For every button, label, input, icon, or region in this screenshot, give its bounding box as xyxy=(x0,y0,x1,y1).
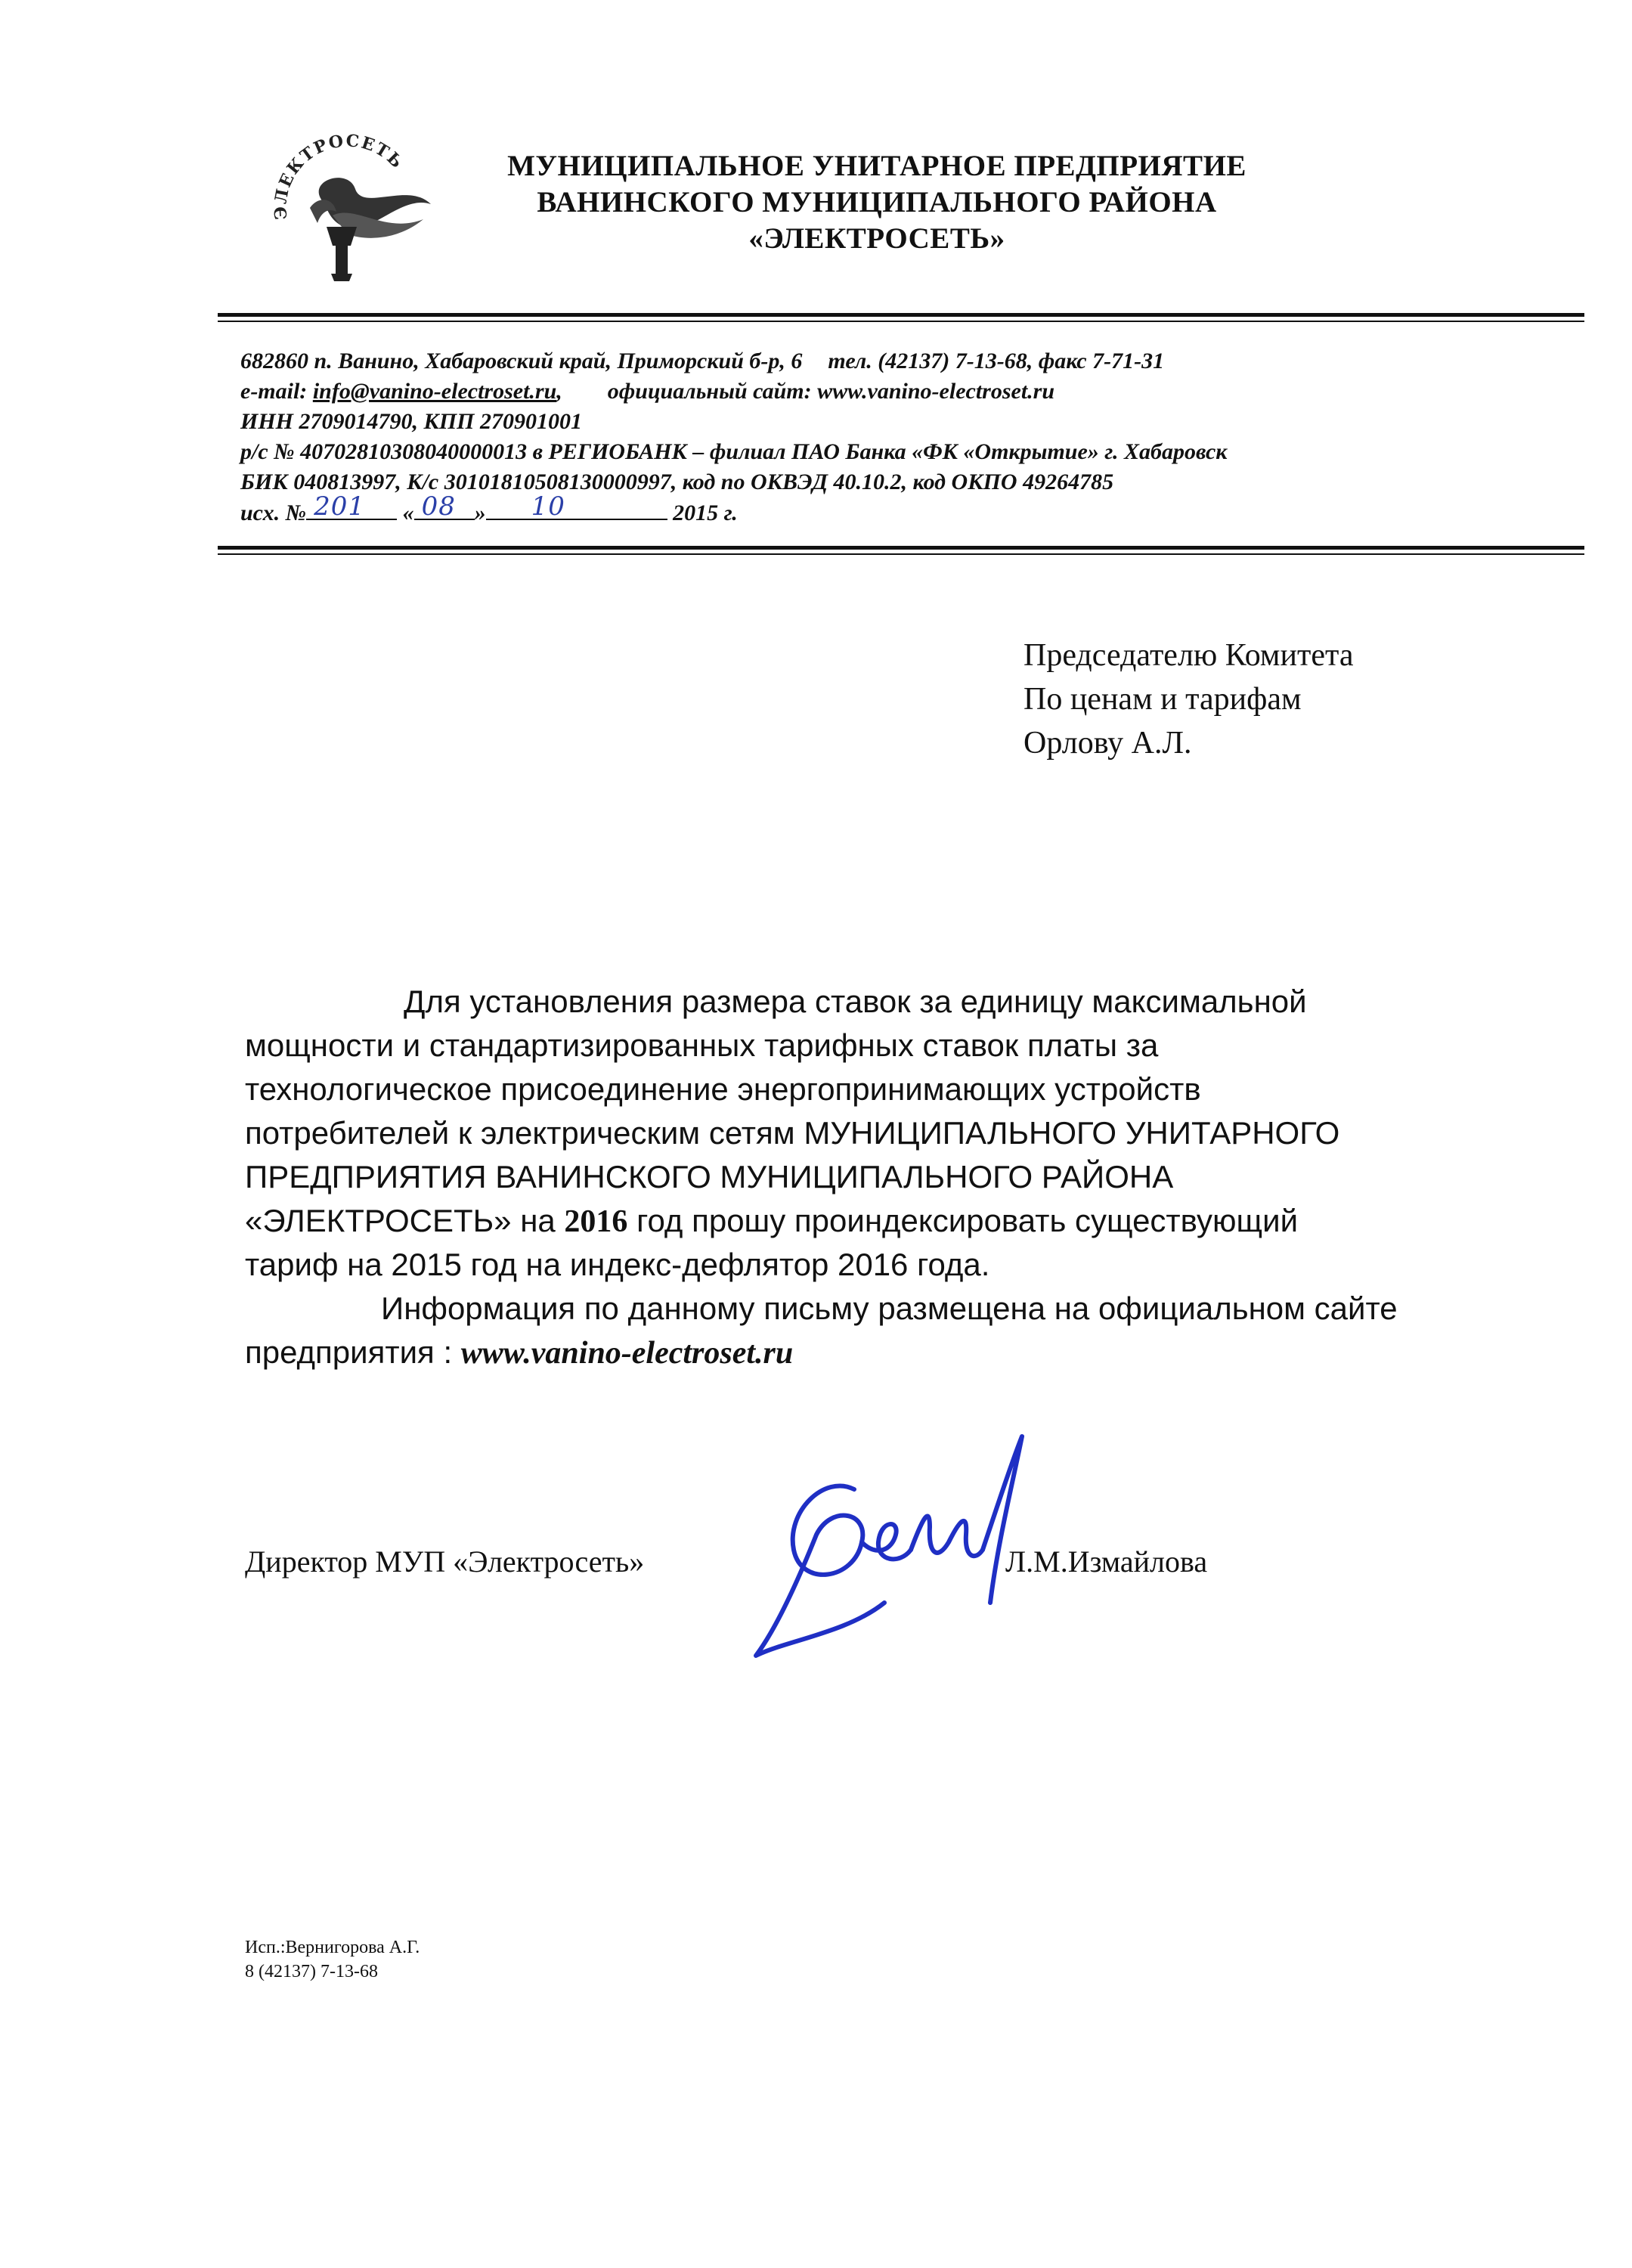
body-p1-line6 xyxy=(245,1199,1545,1243)
email-label: e-mail: xyxy=(240,379,308,404)
addressee-block xyxy=(1023,634,1353,765)
outgoing-month-field xyxy=(486,491,667,522)
body-p1-line5: ПРЕДПРИЯТИЯ ВАНИНСКОГО МУНИЦИПАЛЬНОГО РАЙОНА xyxy=(245,1159,1174,1194)
body-p1-line4: потребителей к электрическим сетям МУНИЦИПАЛЬНОГО УНИТАРНОГО xyxy=(245,1115,1340,1151)
signatory-title: Директор МУП «Электросеть» xyxy=(245,1545,645,1579)
org-name-line1: МУНИЦИПАЛЬНОЕ УНИТАРНОЕ ПРЕДПРИЯТИЕ xyxy=(507,150,1246,182)
requisites-address-line xyxy=(240,346,1164,376)
company-address: 682860 п. Ванино, Хабаровский край, Приморский б-р, 6 xyxy=(240,349,803,373)
body-p1-line1: Для установления размера ставок за единицу максимальной xyxy=(404,984,1307,1019)
executor-phone: 8 (42137) 7-13-68 xyxy=(245,1962,378,1981)
outgoing-number-line xyxy=(240,491,738,528)
body-website-link[interactable]: www.vanino-electroset.ru xyxy=(460,1336,794,1371)
email-link[interactable]: info@vanino-electroset.ru xyxy=(312,379,557,404)
body-p1-line2: мощности и стандартизированных тарифных ставок платы за xyxy=(245,1027,1159,1063)
company-logo xyxy=(257,113,438,295)
date-quote-close: » xyxy=(474,500,486,525)
org-name-line3: «ЭЛЕКТРОСЕТЬ» xyxy=(748,222,1005,255)
body-p2-line2-a: предприятия : xyxy=(245,1334,461,1370)
outgoing-number-field xyxy=(306,491,397,522)
addressee-line2: По ценам и тарифам xyxy=(1023,682,1302,717)
organization-name xyxy=(423,148,1330,257)
body-p1-line6-b: год прошу проиндексировать существующий xyxy=(627,1203,1299,1238)
site-label: официальный сайт: xyxy=(607,379,812,404)
inn-kpp: ИНН 2709014790, КПП 270901001 xyxy=(240,409,583,434)
signatory-name: Л.М.Измайлова xyxy=(1005,1545,1208,1579)
body-p2-line1: Информация по данному письму размещена на официальном сайте xyxy=(381,1290,1398,1326)
outgoing-number: 201 xyxy=(314,491,365,522)
body-p1-line3: технологическое присоединение энергопринимающих устройств xyxy=(245,1071,1201,1107)
letter-body xyxy=(245,980,1545,1374)
outgoing-day: 08 xyxy=(421,491,456,522)
company-phone: тел. (42137) 7-13-68, факс 7-71-31 xyxy=(828,349,1165,373)
body-p2-line2 xyxy=(245,1331,1545,1374)
email-suffix: , xyxy=(556,379,562,404)
body-year-bold: 2016 xyxy=(564,1204,628,1239)
addressee-line1: Председателю Комитета xyxy=(1023,638,1354,673)
executor-block xyxy=(245,1935,420,1984)
addressee-line3: Орлову А.Л. xyxy=(1023,726,1192,761)
requisites-contacts-line xyxy=(240,376,1054,407)
outgoing-day-field xyxy=(414,491,475,522)
date-quote-open: « xyxy=(402,500,414,525)
bik-line: БИК 040813997, К/с 30101810508130000997, код по ОКВЭД 40.10.2, код ОКПО 49264785 xyxy=(240,469,1114,494)
executor-name: Исп.:Вернигорова А.Г. xyxy=(245,1938,420,1957)
outgoing-month: 10 xyxy=(531,491,565,522)
body-p1-line6-a: «ЭЛЕКТРОСЕТЬ» на xyxy=(245,1203,565,1238)
org-name-line2: ВАНИНСКОГО МУНИЦИПАЛЬНОГО РАЙОНА xyxy=(537,186,1217,218)
logo-text: ЭЛЕКТРОСЕТЬ xyxy=(271,131,407,221)
body-p1-line7: тариф на 2015 год на индекс-дефлятор 2016 года. xyxy=(245,1247,990,1282)
website-link[interactable]: www.vanino-electroset.ru xyxy=(817,379,1055,404)
outgoing-label: исх. № xyxy=(240,500,307,525)
header-rule-top xyxy=(218,313,1584,322)
header-rule-bottom xyxy=(218,546,1584,555)
bank-account: р/с № 40702810308040000013 в РЕГИОБАНК – филиал ПАО Банка «ФК «Открытие» г. Хабаровск xyxy=(240,439,1228,464)
handwritten-signature xyxy=(741,1429,1028,1678)
outgoing-year: 2015 г. xyxy=(673,500,738,525)
